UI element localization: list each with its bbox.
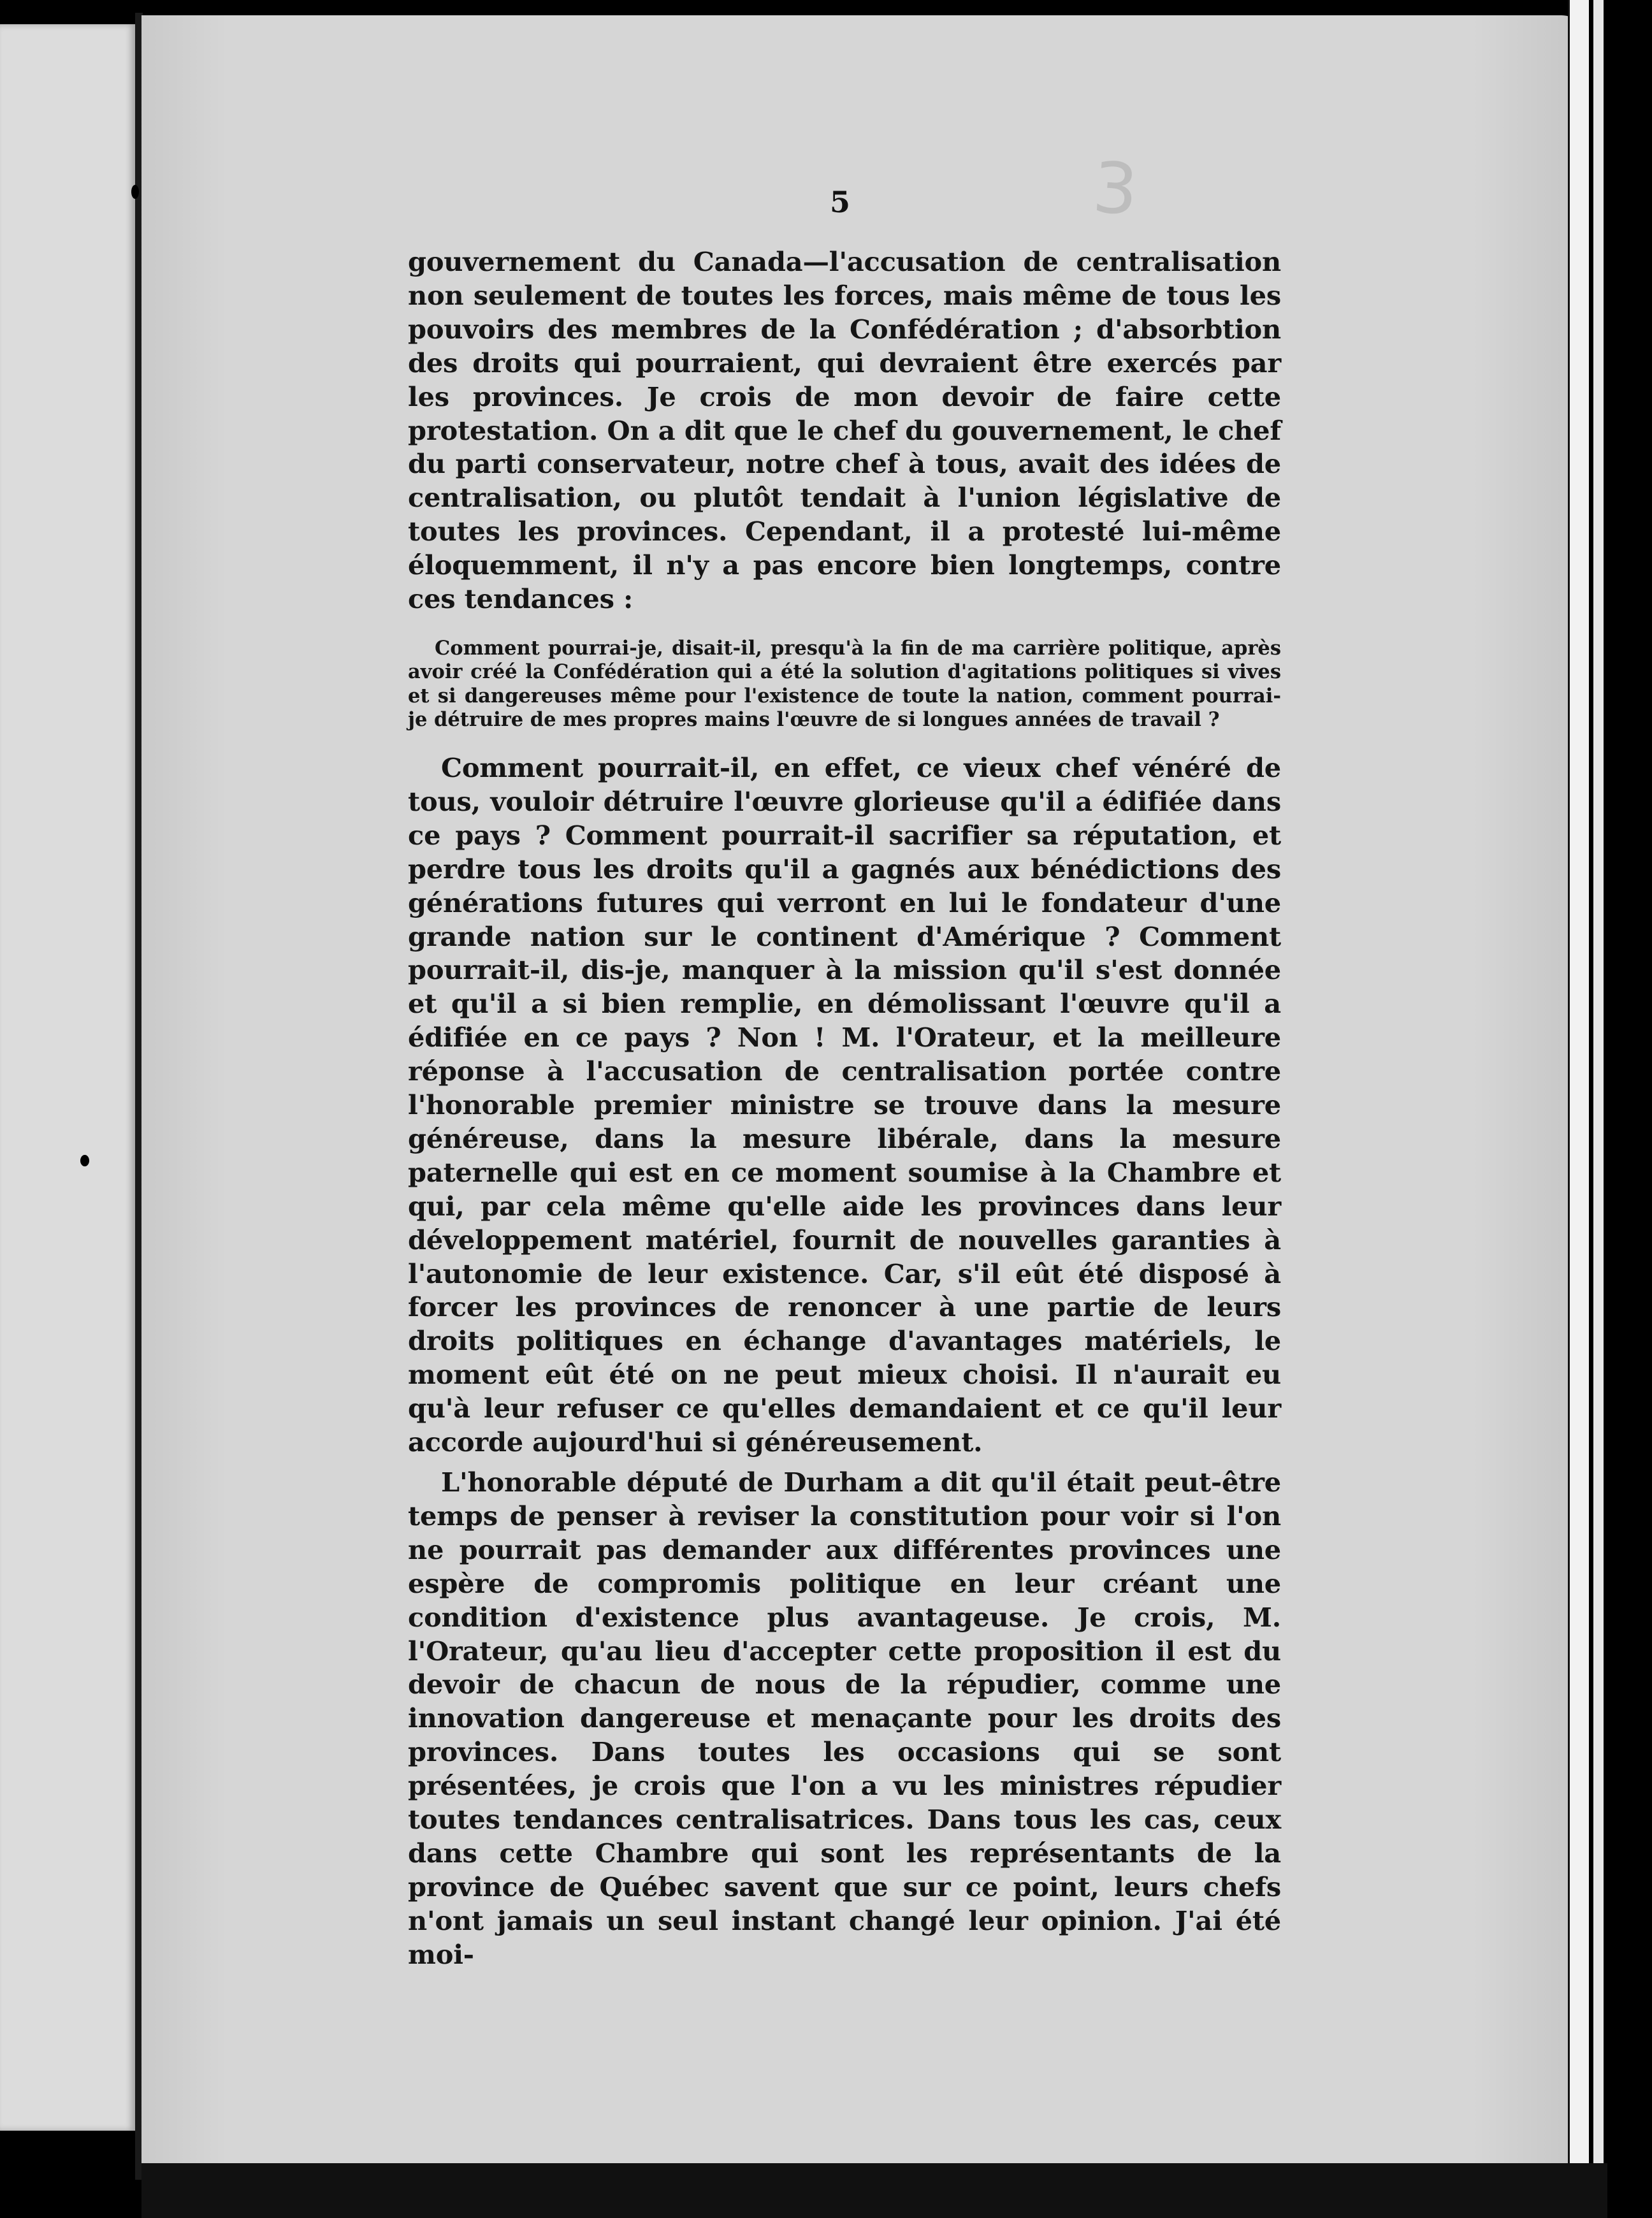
body-text [408,245,1281,1972]
paragraph-2: Comment pourrait-il, en effet, ce vieux chef vénéré de tous, vouloir détruire l'œuvre glorieuse qu'il a édifiée dans ce pays ? Comment pourrait-il sacrifier sa réputation, et perdre tous les droits qu'il a gagnés aux bénédictions des générations futures qui verront en lui le fondateur d'une grande nation sur le continent d'Amérique ? Comment pourrait-il, dis-je, manquer à la mission qu'il s'est donnée et qu'il a si bien remplie, en démolissant l'œuvre qu'il a édifiée en ce pays ? Non ! M. l'Orateur, et la meilleure réponse à l'accusation de centralisation portée contre l'honorable premier ministre se trouve dans la mesure généreuse, dans la mesure libérale, dans la mesure paternelle qui est en ce moment soumise à la Chambre et qui, par cela même qu'elle aide les provinces dans leur développement matériel, fournit de nouvelles garanties à l'autonomie de leur existence. Car, s'il eût été disposé à forcer les provinces de renoncer à une partie de leurs droits politiques en échange d'avantages matériels, le moment eût été on ne peut mieux choisi. Il n'aurait eu qu'à leur refuser ce qu'elles demandaient et ce qu'il leur accorde aujourd'hui si généreusement. [408,751,1281,1458]
paragraph-1: gouvernement du Canada—l'accusation de centralisation non seulement de toutes les forces, mais même de tous les pouvoirs des membres de la Confédération ; d'absorbtion des droits qui pourraient, qui devraient être exercés par les provinces. Je crois de mon devoir de faire cette protestation. On a dit que le chef du gouvernement, le chef du parti conservateur, notre chef à tous, avait des idées de centralisation, ou plutôt tendait à l'union législative de toutes les provinces. Cependant, il a protesté lui-même éloquemment, il n'y a pas encore bien longtemps, contre ces tendances : [408,246,1281,615]
binding-mark [80,1155,89,1166]
binding-mark [131,185,139,199]
block-quote: Comment pourrai-je, disait-il, presqu'à la fin de ma carrière politique, après avoir créé la Confédération qui a été la solution d'agitations politiques si vives et si dangereuses même pour l'existence de toute la nation, comment pourrai-je détruire de mes propres mains l'œuvre de si longues années de travail ? [408,636,1281,732]
paragraph-3: L'honorable député de Durham a dit qu'il était peut-être temps de penser à reviser la constitution pour voir si l'on ne pourrait pas demander aux différentes provinces une espère de compromis politique en leur créant une condition d'existence plus avantageuse. Je crois, M. l'Orateur, qu'au lieu d'accepter cette proposition il est du devoir de chacun de nous de la répudier, comme une innovation dangereuse et menaçante pour les droits des provinces. Dans toutes les occasions qui se sont présentées, je crois que l'on a vu les ministres répudier toutes tendances centralisatrices. Dans tous les cas, ceux dans cette Chambre qui sont les représentants de la province de Québec savent que sur ce point, leurs chefs n'ont jamais un seul instant changé leur opinion. J'ai été moi- [408,1467,1281,1970]
page-stack-edge [1568,0,1589,2218]
scan-border [141,2163,1607,2218]
pencil-annotation: 3 [1090,146,1141,231]
page-number: 5 [830,185,851,219]
previous-page-edge [0,24,138,2131]
page-stack-edge [1593,0,1604,2218]
